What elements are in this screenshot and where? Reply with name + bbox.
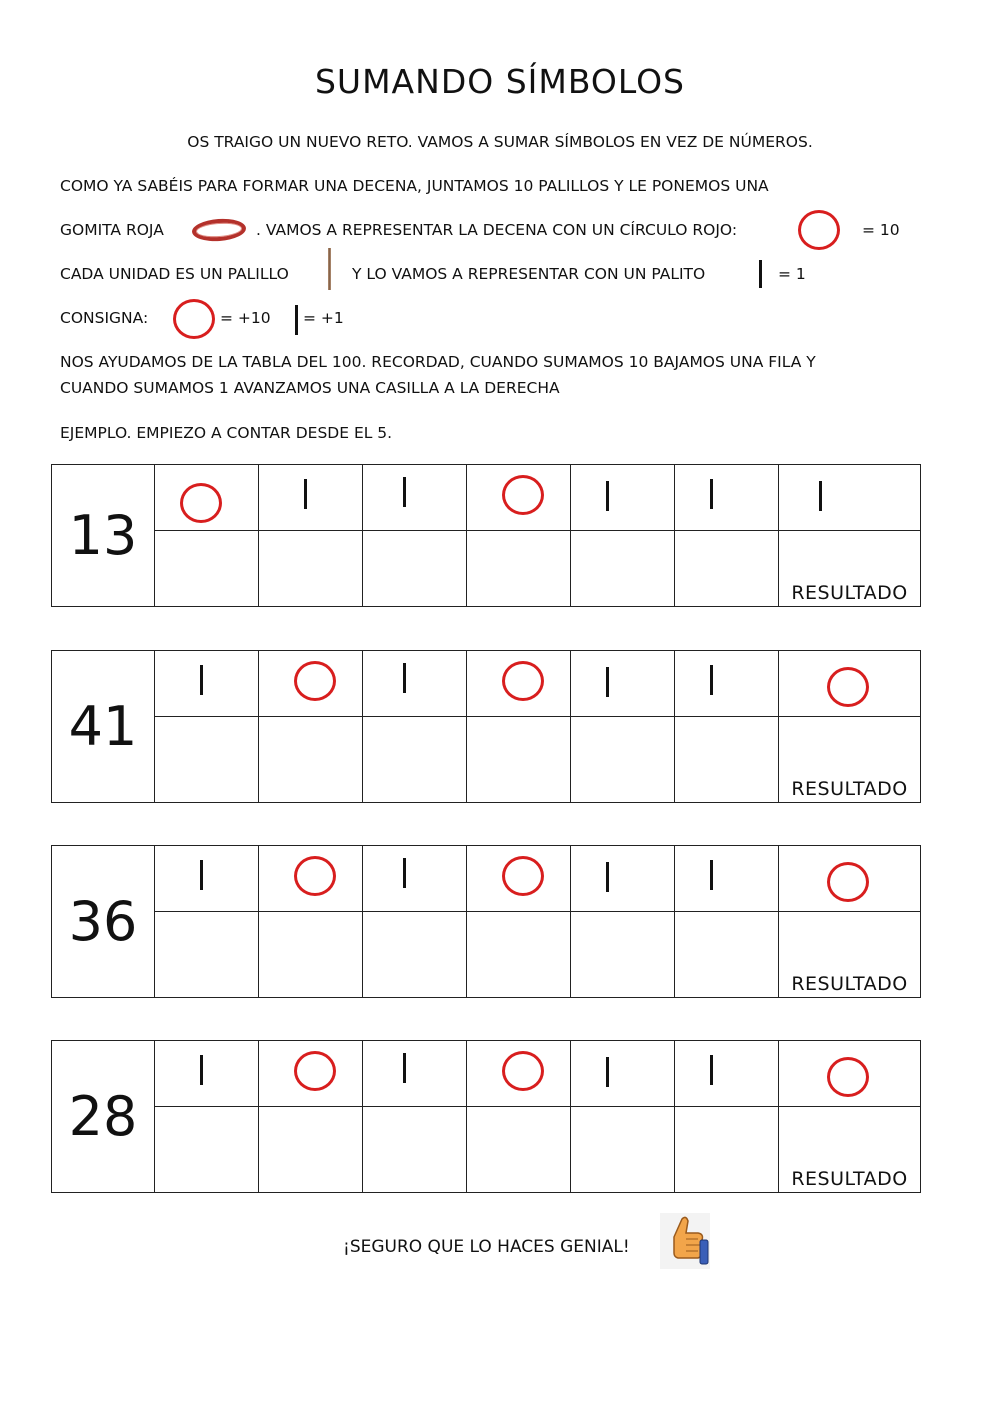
- answer-cell[interactable]: [363, 1107, 467, 1193]
- symbol-cell: [259, 846, 363, 912]
- answer-cell[interactable]: [155, 531, 259, 607]
- red-circle-icon: [294, 661, 336, 701]
- instruction-line-5b: CUANDO SUMAMOS 1 AVANZAMOS UNA CASILLA A LA DERECHA: [60, 379, 560, 397]
- footer-message: ¡SEGURO QUE LO HACES GENIAL!: [343, 1237, 630, 1257]
- exercise-table: [51, 845, 921, 998]
- stick-icon: [606, 1057, 609, 1087]
- red-circle-icon: [502, 856, 544, 896]
- symbol-cell: [467, 465, 571, 531]
- start-number: 41: [52, 651, 155, 803]
- answer-cell[interactable]: [675, 1107, 779, 1193]
- symbol-cell: [155, 651, 259, 717]
- instruction-line-2a: GOMITA ROJA: [60, 221, 164, 239]
- instruction-line-1: COMO YA SABÉIS PARA FORMAR UNA DECENA, JUNTAMOS 10 PALILLOS Y LE PONEMOS UNA: [60, 177, 769, 195]
- answer-cell[interactable]: [363, 531, 467, 607]
- symbol-cell: [363, 465, 467, 531]
- symbol-cell: [779, 651, 921, 717]
- red-circle-icon: [180, 483, 222, 523]
- consigna-stick-value: = +1: [303, 309, 344, 327]
- symbol-cell: [155, 846, 259, 912]
- symbol-cell: [363, 846, 467, 912]
- symbol-cell: [467, 651, 571, 717]
- answer-cell[interactable]: [259, 1107, 363, 1193]
- stick-icon: [759, 260, 762, 288]
- red-circle-icon: [827, 667, 869, 707]
- thumbs-up-icon: [660, 1213, 710, 1269]
- answer-cell[interactable]: [571, 912, 675, 998]
- symbol-cell: [571, 465, 675, 531]
- stick-icon: [403, 477, 406, 507]
- start-number: 36: [52, 846, 155, 998]
- symbol-cell: [779, 1041, 921, 1107]
- one-equals: = 1: [778, 265, 806, 283]
- answer-cell[interactable]: [259, 912, 363, 998]
- stick-icon: [710, 665, 713, 695]
- answer-cell[interactable]: [259, 531, 363, 607]
- symbol-cell: [467, 1041, 571, 1107]
- symbol-cell: [675, 1041, 779, 1107]
- symbol-cell: [571, 1041, 675, 1107]
- red-circle-icon: [798, 210, 840, 250]
- stick-icon: [403, 1053, 406, 1083]
- answer-cell[interactable]: [571, 1107, 675, 1193]
- answer-cell[interactable]: [259, 717, 363, 803]
- answer-cell[interactable]: [571, 717, 675, 803]
- answer-cell[interactable]: [363, 912, 467, 998]
- symbol-cell: [675, 651, 779, 717]
- symbol-cell: [363, 1041, 467, 1107]
- instruction-line-2b: . VAMOS A REPRESENTAR LA DECENA CON UN CÍRCULO ROJO:: [256, 221, 738, 239]
- red-circle-icon: [502, 1051, 544, 1091]
- stick-icon: [819, 481, 822, 511]
- stick-icon: [710, 479, 713, 509]
- stick-icon: [710, 1055, 713, 1085]
- result-cell[interactable]: RESULTADO: [779, 1107, 921, 1193]
- answer-cell[interactable]: [363, 717, 467, 803]
- symbol-cell: [779, 465, 921, 531]
- symbol-cell: [779, 846, 921, 912]
- stick-icon: [304, 479, 307, 509]
- answer-cell[interactable]: [467, 531, 571, 607]
- symbol-cell: [675, 846, 779, 912]
- answer-cell[interactable]: [675, 531, 779, 607]
- symbol-cell: [675, 465, 779, 531]
- stick-icon: [200, 665, 203, 695]
- exercise-table: [51, 650, 921, 803]
- symbol-cell: [155, 465, 259, 531]
- answer-cell[interactable]: [675, 717, 779, 803]
- symbol-cell: [155, 1041, 259, 1107]
- stick-icon: [710, 860, 713, 890]
- stick-icon: [200, 1055, 203, 1085]
- intro-text: OS TRAIGO UN NUEVO RETO. VAMOS A SUMAR SÍMBOLOS EN VEZ DE NÚMEROS.: [187, 133, 813, 151]
- symbol-cell: [259, 1041, 363, 1107]
- red-circle-icon: [294, 856, 336, 896]
- result-cell[interactable]: RESULTADO: [779, 912, 921, 998]
- symbol-cell: [467, 846, 571, 912]
- stick-icon: [200, 860, 203, 890]
- answer-cell[interactable]: [155, 912, 259, 998]
- red-circle-icon: [827, 1057, 869, 1097]
- result-cell[interactable]: RESULTADO: [779, 531, 921, 607]
- answer-cell[interactable]: [467, 912, 571, 998]
- ten-equals: = 10: [862, 221, 900, 239]
- red-rubber-band-icon: [191, 217, 246, 243]
- consigna-label: CONSIGNA:: [60, 309, 149, 327]
- symbol-cell: [571, 651, 675, 717]
- stick-icon: [403, 663, 406, 693]
- answer-cell[interactable]: [467, 1107, 571, 1193]
- red-circle-icon: [294, 1051, 336, 1091]
- example-text: EJEMPLO. EMPIEZO A CONTAR DESDE EL 5.: [60, 424, 393, 442]
- start-number: 13: [52, 465, 155, 607]
- instruction-line-3a: CADA UNIDAD ES UN PALILLO: [60, 265, 289, 283]
- red-circle-icon: [502, 661, 544, 701]
- red-circle-icon: [827, 862, 869, 902]
- symbol-cell: [571, 846, 675, 912]
- exercise-table: [51, 1040, 921, 1193]
- answer-cell[interactable]: [155, 717, 259, 803]
- stick-icon: [606, 667, 609, 697]
- consigna-ring-value: = +10: [220, 309, 271, 327]
- instruction-line-5a: NOS AYUDAMOS DE LA TABLA DEL 100. RECORDAD, CUANDO SUMAMOS 10 BAJAMOS UNA FILA Y: [60, 353, 816, 371]
- answer-cell[interactable]: [467, 717, 571, 803]
- symbol-cell: [363, 651, 467, 717]
- exercise-table: [51, 464, 921, 607]
- red-circle-icon: [502, 475, 544, 515]
- page-title: SUMANDO SÍMBOLOS: [314, 62, 686, 101]
- stick-icon: [403, 858, 406, 888]
- answer-cell[interactable]: [155, 1107, 259, 1193]
- answer-cell[interactable]: [571, 531, 675, 607]
- red-circle-icon: [173, 299, 215, 339]
- symbol-cell: [259, 465, 363, 531]
- stick-icon: [295, 305, 298, 335]
- answer-cell[interactable]: [675, 912, 779, 998]
- instruction-line-3b: Y LO VAMOS A REPRESENTAR CON UN PALITO: [352, 265, 706, 283]
- result-cell[interactable]: RESULTADO: [779, 717, 921, 803]
- stick-icon: [606, 481, 609, 511]
- start-number: 28: [52, 1041, 155, 1193]
- symbol-cell: [259, 651, 363, 717]
- stick-icon: [606, 862, 609, 892]
- matchstick-icon: [328, 248, 331, 290]
